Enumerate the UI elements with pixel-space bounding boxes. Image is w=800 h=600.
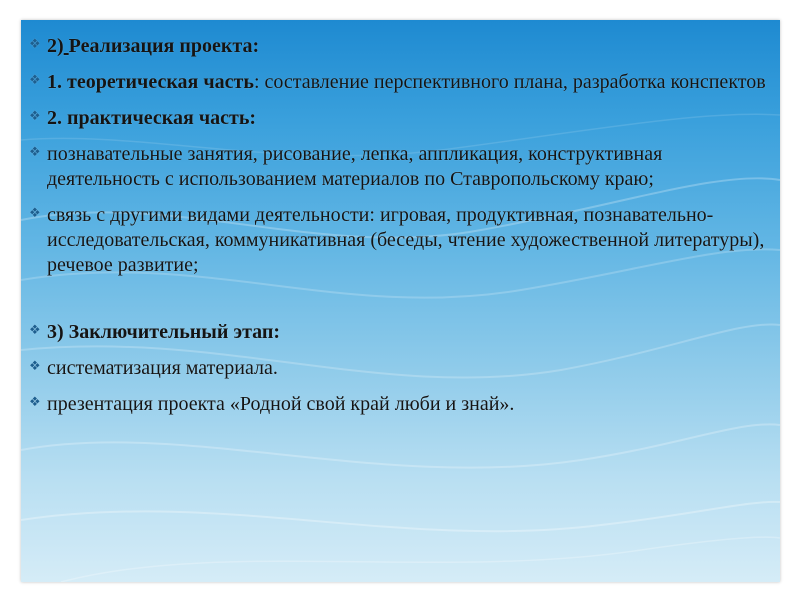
diamond-bullet-icon: ❖ (29, 205, 41, 220)
diamond-bullet-icon: ❖ (29, 144, 41, 159)
slide (21, 20, 780, 582)
diamond-bullet-icon: ❖ (29, 394, 41, 409)
list-item-presentation: ❖ презентация проекта «Родной свой край люби и знай». (29, 393, 515, 415)
list-item-systematization: ❖ систематизация материала. (29, 357, 278, 379)
list-item-activities: ❖ познавательные занятия, рисование, лепка, аппликация, конструктивная деятельность с использованием материалов по Ставропольскому краю; (29, 143, 663, 190)
list-item-practical-part: ❖ 2. практическая часть: (29, 107, 257, 129)
diamond-bullet-icon: ❖ (29, 322, 41, 337)
list-item-implementation-header: ❖ 2) Реализация проекта: (29, 35, 260, 57)
diamond-bullet-icon: ❖ (29, 36, 41, 51)
diamond-bullet-icon: ❖ (29, 358, 41, 373)
list-item-connections: ❖ связь с другими видами деятельности: игровая, продуктивная, познавательно-исследовательская, коммуникативная (беседы, чтение художественной литературы), речевое развитие; (29, 204, 765, 276)
list-item-final-stage: ❖ 3) Заключительный этап: (29, 321, 281, 343)
diamond-bullet-icon: ❖ (29, 72, 41, 87)
empty-line (29, 289, 774, 320)
slide-content (29, 34, 774, 428)
diamond-bullet-icon: ❖ (29, 108, 41, 123)
list-item-theoretical-part: ❖ 1. теоретическая часть: составление перспективного плана, разработка конспектов (29, 71, 766, 93)
